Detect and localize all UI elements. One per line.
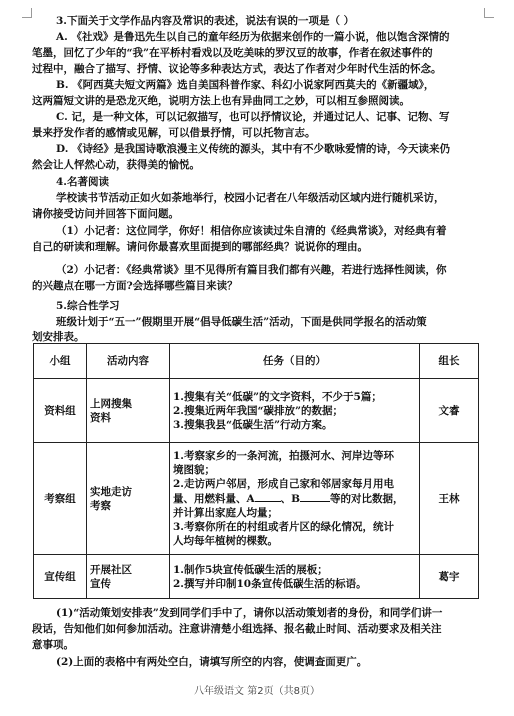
task-line: 2.撰写并印制10条宣传低碳生活的标语。 xyxy=(173,577,367,590)
row-tasks xyxy=(170,443,420,555)
q5-part1-line2: 段话，告知他们如何参加活动。注意讲清楚小组选择、报名截止时间、活动要求及相关注 xyxy=(32,623,442,635)
q5-heading: 5.综合性学习 xyxy=(56,300,120,312)
q4-heading: 4.名著阅读 xyxy=(56,176,109,188)
q5-intro-line1: 班级计划于“五一”假期里开展“倡导低碳生活”活动，下面是供同学报名的活动策 xyxy=(56,316,427,328)
table-row xyxy=(34,443,479,555)
task-line: 2.走访两户邻居，形成自己家和邻居家每月用电 xyxy=(173,478,394,490)
q5-intro-line2: 划安排表。 xyxy=(32,331,85,343)
row-leader: 王林 xyxy=(420,443,479,555)
q4-intro-line2: 请你接受访问并回答下面问题。 xyxy=(32,208,179,220)
blank-b-label: B xyxy=(291,493,301,505)
task-line-with-blanks: 量、用燃料量、A 、B 等的对比数据， xyxy=(173,493,404,505)
task-line: 3.考察你所在的村组或者片区的绿化情况，统计 xyxy=(173,521,394,533)
q3-option-a-line2: 笔墨，回忆了少年的“我”在平桥村看戏以及吃美味的罗汉豆的故事，作者在叙述事件的 xyxy=(32,47,433,59)
q5-part2: (2)上面的表格中有两处空白，请填写所空的内容，使调查面更广。 xyxy=(56,656,368,668)
q3-option-c-line2: 景来抒发作者的感情或见解，可以借景抒情，可以托物言志。 xyxy=(32,127,316,139)
activity-line: 实地走访 xyxy=(90,485,132,498)
q5-part1-line1: (1)“活动策划安排表”发到同学们手中了，请你以活动策划者的身份，和同学们讲一 xyxy=(56,607,443,619)
q4-part1-line1: （1）小记者：这位同学，你好！相信你应该读过朱自清的《经典常谈》，对经典有着 xyxy=(56,225,447,237)
blank-a[interactable] xyxy=(255,491,281,502)
q3-option-d-line1: D. 《诗经》是我国诗歌浪漫主义传统的源头，其中有不少歌咏爱情的诗，今天读来仍 xyxy=(56,143,451,155)
row-group: 资料组 xyxy=(34,379,87,443)
table-header-row xyxy=(34,344,479,379)
page-footer: 八年级语文 第2页（共8页） xyxy=(194,686,320,697)
task-line: 1.搜集有关“低碳”的文字资料，不少于5篇； xyxy=(173,390,382,403)
table-row xyxy=(34,555,479,599)
blank-b[interactable] xyxy=(300,491,330,502)
task-line-tail: 等的对比数据， xyxy=(330,493,404,505)
crop-mark-top-left xyxy=(22,8,32,18)
row-activity xyxy=(87,555,170,599)
row-group: 宣传组 xyxy=(34,555,87,599)
q3-option-c-line1: C. 记，是一种文体，可以记叙描写，也可以抒情议论，并通过记人、记事、记物、写 xyxy=(56,111,450,123)
task-line: 1.考察家乡的一条河流，拍摄河水、河岸边等环 xyxy=(173,450,394,462)
row-leader: 葛宇 xyxy=(420,555,479,599)
q3-option-a-line3: 过程中，融合了描写、抒情、议论等多种表达方式，表达了作者对少年时代生活的怀念。 xyxy=(32,63,442,75)
activity-line: 资料 xyxy=(90,411,111,424)
task-line: 人均每年植树的棵数。 xyxy=(173,535,278,547)
activity-line: 宣传 xyxy=(90,577,111,590)
q3-stem: 3.下面关于文学作品内容及常识的表述，说法有误的一项是（ ） xyxy=(56,15,355,27)
q3-option-b-line2: 这两篇短文讲的是恐龙灭绝，说明方法上也有异曲同工之妙，可以相互参照阅读。 xyxy=(32,95,410,107)
activity-line: 上网搜集 xyxy=(90,397,132,410)
task-line: 3.搜集我县“低碳生活”行动方案。 xyxy=(173,418,333,431)
q4-intro-line1: 学校读书节活动正如火如荼地举行，校园小记者在八年级活动区域内进行随机采访， xyxy=(56,192,445,204)
row-activity xyxy=(87,379,170,443)
header-group: 小组 xyxy=(34,344,87,379)
row-activity xyxy=(87,443,170,555)
task-line: 1.制作5块宣传低碳生活的展板； xyxy=(173,563,328,576)
task-line: 境图貌； xyxy=(173,464,215,476)
q4-part2-line1: （2）小记者：《经典常谈》里不见得所有篇目我们都有兴趣，若进行选择性阅读，你 xyxy=(56,264,447,276)
q3-option-a-line1: A. 《社戏》是鲁迅先生以自己的童年经历为依据来创作的一篇小说，他以饱含深情的 xyxy=(56,31,450,43)
blank-a-label: 量、用燃料量、A xyxy=(173,493,255,505)
header-leader: 组长 xyxy=(420,344,479,379)
row-tasks xyxy=(170,379,420,443)
q5-part1-line3: 意事项。 xyxy=(32,639,74,651)
header-task: 任务（目的） xyxy=(170,344,420,379)
q3-option-d-line2: 然会让人怦然心动，获得美的愉悦。 xyxy=(32,159,200,171)
activity-plan-table xyxy=(33,343,479,599)
activity-line: 开展社区 xyxy=(90,563,132,576)
row-group: 考察组 xyxy=(34,443,87,555)
q4-part1-line2: 自己的研读和理解。请问你最喜欢里面提到的哪部经典？说说你的理由。 xyxy=(32,241,368,253)
table-row xyxy=(34,379,479,443)
task-line: 并计算出家庭人均量； xyxy=(173,507,278,519)
crop-mark-top-right xyxy=(484,8,494,18)
header-activity: 活动内容 xyxy=(87,344,170,379)
row-tasks xyxy=(170,555,420,599)
task-line: 2.搜集近两年我国“碳排放”的数据； xyxy=(173,404,344,417)
activity-line: 考察 xyxy=(90,499,111,512)
q3-option-b-line1: B. 《阿西莫夫短文两篇》选自美国科普作家、科幻小说家阿西莫夫的《新疆域》， xyxy=(56,79,435,91)
row-leader: 文睿 xyxy=(420,379,479,443)
q4-part2-line2: 的兴趣点在哪一方面?会选择哪些篇目来读？ xyxy=(32,280,238,292)
